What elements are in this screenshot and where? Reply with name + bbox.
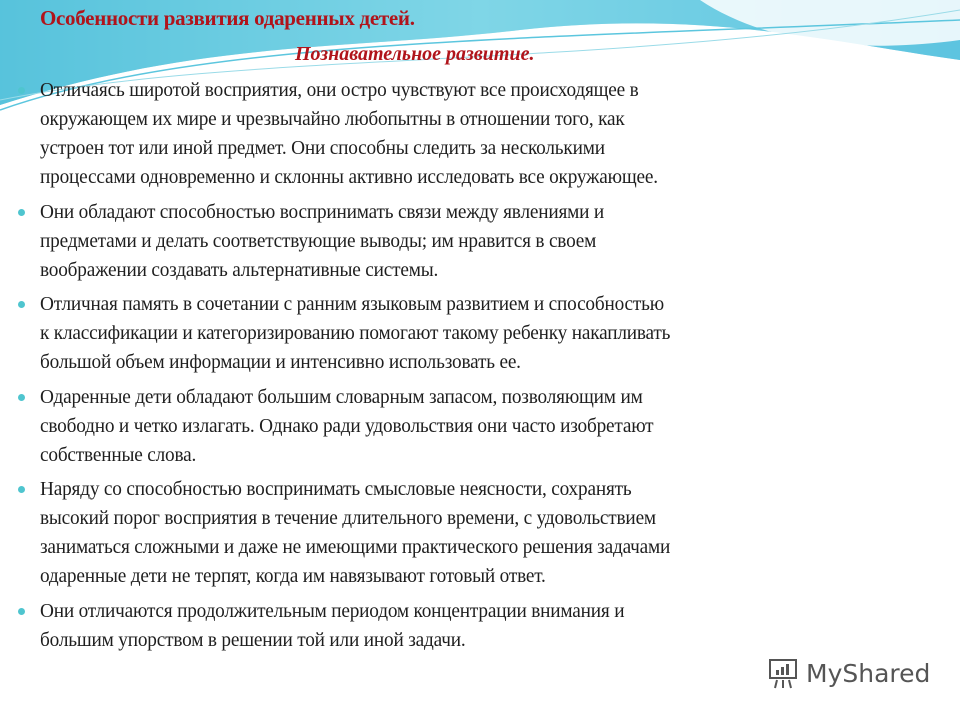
bullet-line: процессами одновременно и склонны активно исследовать все окружающее. xyxy=(40,166,658,188)
bullet-line: Отличная память в сочетании с ранним языковым развитием и способностью xyxy=(40,293,664,315)
bullet-dot-icon xyxy=(18,608,25,615)
bullet-line: высокий порог восприятия в течение длительного времени, с удовольствием xyxy=(40,507,656,529)
bullet-line: большим упорством в решении той или иной задачи. xyxy=(40,628,466,651)
bullet-item xyxy=(0,597,960,655)
bullet-item xyxy=(0,383,960,470)
bullet-line: свободно и четко излагать. Однако ради удовольствия они часто изобретают xyxy=(40,414,654,437)
bullet-item xyxy=(0,475,960,591)
bullet-line: собственные слова. xyxy=(40,443,197,466)
slide-title: Особенности развития одаренных детей. xyxy=(40,6,415,30)
bullet-line: Они обладают способностью воспринимать связи между явлениями и xyxy=(40,200,605,223)
bullet-dot-icon xyxy=(18,301,25,308)
bullet-line: воображении создавать альтернативные системы. xyxy=(40,258,439,281)
slide-subtitle: Познавательное развитие. xyxy=(295,43,535,65)
watermark-logo xyxy=(766,656,930,690)
bullet-line: большой объем информации и интенсивно использовать ее. xyxy=(40,351,521,373)
bullet-line: Одаренные дети обладают большим словарным запасом, позволяющим им xyxy=(40,385,643,408)
bullet-list xyxy=(0,76,960,660)
bullet-line: Отличаясь широтой восприятия, они остро чувствуют все происходящее в xyxy=(40,79,639,101)
bullet-line: к классификации и категоризированию помогают такому ребенку накапливать xyxy=(40,322,671,344)
bullet-line: предметами и делать соответствующие выводы; им нравится в своем xyxy=(40,229,597,252)
bullet-dot-icon xyxy=(18,209,25,216)
bullet-dot-icon xyxy=(18,394,25,401)
bullet-item xyxy=(0,198,960,285)
watermark-text: MyShared xyxy=(806,658,931,688)
bullet-line: одаренные дети не терпят, когда им навязывают готовый ответ. xyxy=(40,565,546,587)
bullet-dot-icon xyxy=(18,486,25,493)
bullet-item xyxy=(0,76,960,192)
bullet-line: Они отличаются продолжительным периодом концентрации внимания и xyxy=(40,599,625,622)
bullet-line: окружающем их мире и чрезвычайно любопытны в отношении того, как xyxy=(40,108,625,130)
presentation-board-icon xyxy=(766,656,800,690)
bullet-line: заниматься сложными и даже не имеющими практического решения задачами xyxy=(40,536,671,558)
bullet-line: устроен тот или иной предмет. Они способны следить за несколькими xyxy=(40,137,605,159)
bullet-dot-icon xyxy=(18,87,25,94)
bullet-item xyxy=(0,290,960,377)
bullet-line: Наряду со способностью воспринимать смысловые неясности, сохранять xyxy=(40,478,632,500)
